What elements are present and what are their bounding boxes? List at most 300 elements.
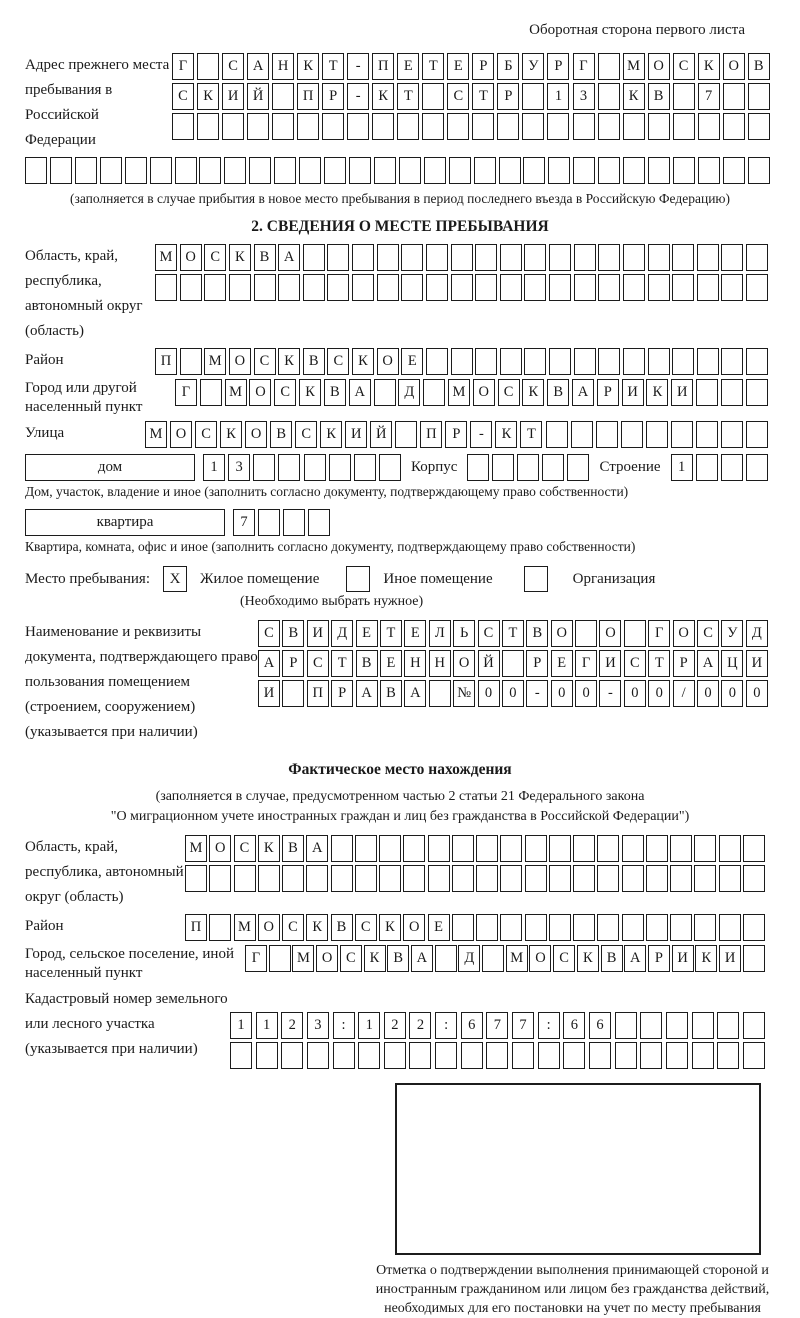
char-box[interactable] — [615, 1012, 637, 1039]
char-box[interactable] — [500, 348, 522, 375]
char-box[interactable] — [666, 1042, 688, 1069]
char-box[interactable]: М — [292, 945, 314, 972]
char-box[interactable]: 1 — [358, 1012, 380, 1039]
char-box[interactable]: : — [435, 1012, 457, 1039]
char-box[interactable]: С — [355, 914, 377, 941]
char-box[interactable] — [234, 865, 256, 892]
char-box[interactable]: В — [648, 83, 670, 110]
char-box[interactable] — [648, 113, 670, 140]
char-box[interactable] — [597, 835, 619, 862]
char-box[interactable] — [746, 379, 768, 406]
char-box[interactable] — [719, 835, 741, 862]
char-box[interactable] — [672, 244, 694, 271]
char-box[interactable] — [422, 83, 444, 110]
char-box[interactable]: Л — [429, 620, 451, 647]
char-box[interactable]: А — [278, 244, 300, 271]
char-box[interactable] — [549, 835, 571, 862]
char-box[interactable]: Й — [478, 650, 500, 677]
char-box[interactable]: С — [234, 835, 256, 862]
char-box[interactable] — [500, 865, 522, 892]
char-box[interactable] — [698, 157, 720, 184]
char-box[interactable]: М — [185, 835, 207, 862]
char-box[interactable] — [598, 83, 620, 110]
char-box[interactable] — [500, 835, 522, 862]
char-box[interactable]: В — [282, 835, 304, 862]
char-box[interactable] — [475, 348, 497, 375]
char-box[interactable]: С — [553, 945, 575, 972]
char-box[interactable] — [476, 835, 498, 862]
char-box[interactable]: К — [299, 379, 321, 406]
char-box[interactable] — [721, 274, 743, 301]
char-box[interactable] — [150, 157, 172, 184]
char-box[interactable] — [307, 1042, 329, 1069]
char-box[interactable] — [253, 454, 275, 481]
char-box[interactable]: - — [347, 53, 369, 80]
char-box[interactable]: 0 — [575, 680, 597, 707]
char-box[interactable]: Р — [322, 83, 344, 110]
char-box[interactable]: О — [403, 914, 425, 941]
char-box[interactable]: Г — [648, 620, 670, 647]
char-box[interactable]: С — [195, 421, 217, 448]
char-box[interactable]: Й — [247, 83, 269, 110]
char-box[interactable] — [574, 244, 596, 271]
char-box[interactable] — [426, 244, 448, 271]
char-box[interactable] — [670, 865, 692, 892]
char-box[interactable] — [746, 274, 768, 301]
char-box[interactable] — [403, 835, 425, 862]
char-box[interactable]: П — [372, 53, 394, 80]
char-box[interactable]: О — [170, 421, 192, 448]
char-box[interactable]: С — [254, 348, 276, 375]
char-box[interactable] — [297, 113, 319, 140]
char-box[interactable] — [673, 83, 695, 110]
char-box[interactable]: И — [307, 620, 329, 647]
char-box[interactable] — [672, 274, 694, 301]
char-box[interactable]: 0 — [746, 680, 768, 707]
char-box[interactable]: О — [249, 379, 271, 406]
char-box[interactable]: С — [274, 379, 296, 406]
char-box[interactable]: И — [746, 650, 768, 677]
char-box[interactable] — [428, 865, 450, 892]
char-box[interactable] — [254, 274, 276, 301]
char-box[interactable]: Й — [370, 421, 392, 448]
char-box[interactable] — [719, 914, 741, 941]
char-box[interactable] — [349, 157, 371, 184]
char-box[interactable]: 6 — [461, 1012, 483, 1039]
char-box[interactable] — [523, 157, 545, 184]
char-box[interactable]: П — [155, 348, 177, 375]
char-box[interactable]: Т — [502, 620, 524, 647]
char-box[interactable] — [546, 421, 568, 448]
char-box[interactable] — [670, 914, 692, 941]
char-box[interactable] — [497, 113, 519, 140]
char-box[interactable]: К — [372, 83, 394, 110]
char-box[interactable]: С — [340, 945, 362, 972]
char-box[interactable] — [403, 865, 425, 892]
char-box[interactable]: Е — [404, 620, 426, 647]
char-box[interactable] — [329, 454, 351, 481]
char-box[interactable]: А — [572, 379, 594, 406]
char-box[interactable] — [746, 348, 768, 375]
char-box[interactable] — [269, 945, 291, 972]
char-box[interactable]: 1 — [256, 1012, 278, 1039]
char-box[interactable] — [327, 274, 349, 301]
char-box[interactable] — [258, 865, 280, 892]
char-box[interactable]: В — [303, 348, 325, 375]
char-box[interactable] — [615, 1042, 637, 1069]
char-box[interactable] — [522, 83, 544, 110]
char-box[interactable]: Г — [575, 650, 597, 677]
char-box[interactable]: К — [364, 945, 386, 972]
char-box[interactable]: № — [453, 680, 475, 707]
char-box[interactable]: 1 — [203, 454, 225, 481]
char-box[interactable] — [25, 157, 47, 184]
char-box[interactable]: Д — [398, 379, 420, 406]
char-box[interactable]: - — [599, 680, 621, 707]
char-box[interactable] — [524, 244, 546, 271]
char-box[interactable] — [719, 865, 741, 892]
char-box[interactable]: Ц — [721, 650, 743, 677]
char-box[interactable]: К — [197, 83, 219, 110]
char-box[interactable] — [748, 113, 770, 140]
char-box[interactable]: Т — [322, 53, 344, 80]
char-box[interactable] — [598, 244, 620, 271]
char-box[interactable]: А — [349, 379, 371, 406]
char-box[interactable] — [272, 113, 294, 140]
char-box[interactable] — [549, 914, 571, 941]
char-box[interactable] — [303, 244, 325, 271]
char-box[interactable]: К — [278, 348, 300, 375]
char-box[interactable] — [622, 914, 644, 941]
char-box[interactable]: И — [345, 421, 367, 448]
char-box[interactable] — [452, 835, 474, 862]
char-box[interactable] — [475, 244, 497, 271]
char-box[interactable]: Е — [356, 620, 378, 647]
char-box[interactable] — [476, 865, 498, 892]
char-box[interactable]: 2 — [281, 1012, 303, 1039]
char-box[interactable]: С — [204, 244, 226, 271]
char-box[interactable]: А — [356, 680, 378, 707]
char-box[interactable]: С — [447, 83, 469, 110]
char-box[interactable] — [175, 157, 197, 184]
char-box[interactable] — [573, 113, 595, 140]
char-box[interactable]: Т — [422, 53, 444, 80]
char-box[interactable] — [623, 113, 645, 140]
char-box[interactable]: Р — [282, 650, 304, 677]
char-box[interactable]: О — [377, 348, 399, 375]
char-box[interactable]: С — [222, 53, 244, 80]
char-box[interactable] — [379, 835, 401, 862]
char-box[interactable]: О — [258, 914, 280, 941]
char-box[interactable] — [327, 244, 349, 271]
char-box[interactable]: Б — [497, 53, 519, 80]
char-box[interactable] — [549, 244, 571, 271]
char-box[interactable]: В — [324, 379, 346, 406]
char-box[interactable]: П — [185, 914, 207, 941]
char-box[interactable] — [624, 620, 646, 647]
char-box[interactable] — [673, 157, 695, 184]
char-box[interactable] — [721, 421, 743, 448]
char-box[interactable]: К — [646, 379, 668, 406]
char-box[interactable] — [666, 1012, 688, 1039]
char-box[interactable] — [204, 274, 226, 301]
char-box[interactable]: К — [577, 945, 599, 972]
char-box[interactable]: 1 — [547, 83, 569, 110]
char-box[interactable]: 3 — [573, 83, 595, 110]
char-box[interactable] — [622, 835, 644, 862]
char-box[interactable]: Т — [520, 421, 542, 448]
char-box[interactable] — [379, 454, 401, 481]
char-box[interactable] — [598, 274, 620, 301]
char-box[interactable] — [229, 274, 251, 301]
char-box[interactable]: В — [748, 53, 770, 80]
char-box[interactable] — [224, 157, 246, 184]
char-box[interactable] — [395, 421, 417, 448]
char-box[interactable]: Е — [380, 650, 402, 677]
char-box[interactable] — [597, 865, 619, 892]
char-box[interactable]: М — [145, 421, 167, 448]
char-box[interactable] — [721, 244, 743, 271]
char-box[interactable] — [247, 113, 269, 140]
char-box[interactable] — [422, 113, 444, 140]
char-box[interactable] — [748, 157, 770, 184]
char-box[interactable] — [743, 914, 765, 941]
char-box[interactable] — [623, 244, 645, 271]
char-box[interactable] — [743, 835, 765, 862]
char-box[interactable] — [698, 113, 720, 140]
char-box[interactable]: Г — [245, 945, 267, 972]
char-box[interactable] — [723, 157, 745, 184]
char-box[interactable]: Р — [497, 83, 519, 110]
char-box[interactable] — [717, 1012, 739, 1039]
char-box[interactable]: : — [333, 1012, 355, 1039]
char-box[interactable]: К — [698, 53, 720, 80]
char-box[interactable] — [347, 113, 369, 140]
char-box[interactable] — [696, 454, 718, 481]
char-box[interactable] — [746, 421, 768, 448]
char-box[interactable] — [694, 914, 716, 941]
char-box[interactable] — [424, 157, 446, 184]
char-box[interactable] — [573, 157, 595, 184]
char-box[interactable]: - — [526, 680, 548, 707]
char-box[interactable] — [197, 113, 219, 140]
char-box[interactable]: О — [551, 620, 573, 647]
char-box[interactable]: О — [648, 53, 670, 80]
char-box[interactable]: И — [671, 379, 693, 406]
char-box[interactable] — [426, 348, 448, 375]
char-box[interactable] — [50, 157, 72, 184]
char-box[interactable]: Т — [397, 83, 419, 110]
char-box[interactable] — [499, 157, 521, 184]
char-box[interactable] — [377, 244, 399, 271]
char-box[interactable]: Е — [397, 53, 419, 80]
char-box[interactable] — [598, 113, 620, 140]
char-box[interactable] — [492, 454, 514, 481]
char-box[interactable]: 0 — [478, 680, 500, 707]
char-box[interactable] — [452, 914, 474, 941]
char-box[interactable]: - — [470, 421, 492, 448]
char-box[interactable] — [278, 274, 300, 301]
char-box[interactable] — [673, 113, 695, 140]
char-box[interactable]: О — [599, 620, 621, 647]
char-box[interactable]: К — [695, 945, 717, 972]
char-box[interactable] — [358, 1042, 380, 1069]
char-box[interactable] — [283, 509, 305, 536]
char-box[interactable] — [486, 1042, 508, 1069]
char-box[interactable] — [522, 113, 544, 140]
char-box[interactable] — [100, 157, 122, 184]
char-box[interactable] — [525, 865, 547, 892]
char-box[interactable]: А — [697, 650, 719, 677]
char-box[interactable] — [596, 421, 618, 448]
char-box[interactable]: 0 — [697, 680, 719, 707]
char-box[interactable] — [435, 1042, 457, 1069]
char-box[interactable] — [435, 945, 457, 972]
char-box[interactable] — [200, 379, 222, 406]
char-box[interactable]: - — [347, 83, 369, 110]
char-box[interactable]: М — [234, 914, 256, 941]
char-box[interactable] — [401, 244, 423, 271]
char-box[interactable]: В — [331, 914, 353, 941]
char-box[interactable]: 0 — [648, 680, 670, 707]
char-box[interactable]: С — [307, 650, 329, 677]
char-box[interactable] — [646, 914, 668, 941]
stay-option-organization-checkbox[interactable] — [524, 566, 548, 592]
char-box[interactable] — [648, 157, 670, 184]
char-box[interactable] — [355, 865, 377, 892]
char-box[interactable] — [451, 348, 473, 375]
char-box[interactable]: А — [411, 945, 433, 972]
char-box[interactable]: 6 — [563, 1012, 585, 1039]
char-box[interactable]: И — [258, 680, 280, 707]
char-box[interactable]: В — [387, 945, 409, 972]
char-box[interactable]: Р — [673, 650, 695, 677]
char-box[interactable] — [304, 454, 326, 481]
char-box[interactable]: У — [721, 620, 743, 647]
char-box[interactable]: В — [380, 680, 402, 707]
char-box[interactable] — [598, 53, 620, 80]
char-box[interactable]: К — [623, 83, 645, 110]
char-box[interactable]: О — [723, 53, 745, 80]
char-box[interactable] — [384, 1042, 406, 1069]
char-box[interactable]: / — [673, 680, 695, 707]
char-box[interactable]: Н — [404, 650, 426, 677]
char-box[interactable] — [256, 1042, 278, 1069]
char-box[interactable]: Е — [551, 650, 573, 677]
char-box[interactable]: И — [222, 83, 244, 110]
char-box[interactable] — [598, 348, 620, 375]
char-box[interactable] — [372, 113, 394, 140]
char-box[interactable] — [352, 274, 374, 301]
char-box[interactable]: С — [258, 620, 280, 647]
char-box[interactable] — [278, 454, 300, 481]
char-box[interactable] — [670, 835, 692, 862]
char-box[interactable] — [748, 83, 770, 110]
char-box[interactable] — [331, 835, 353, 862]
char-box[interactable]: К — [229, 244, 251, 271]
char-box[interactable] — [447, 113, 469, 140]
char-box[interactable] — [646, 421, 668, 448]
char-box[interactable] — [331, 865, 353, 892]
char-box[interactable]: 2 — [384, 1012, 406, 1039]
char-box[interactable]: М — [204, 348, 226, 375]
char-box[interactable] — [272, 83, 294, 110]
char-box[interactable] — [500, 274, 522, 301]
char-box[interactable]: Г — [573, 53, 595, 80]
char-box[interactable] — [640, 1042, 662, 1069]
char-box[interactable]: Р — [445, 421, 467, 448]
char-box[interactable] — [648, 244, 670, 271]
char-box[interactable] — [571, 421, 593, 448]
char-box[interactable] — [721, 379, 743, 406]
char-box[interactable] — [589, 1042, 611, 1069]
char-box[interactable] — [746, 454, 768, 481]
char-box[interactable]: В — [356, 650, 378, 677]
char-box[interactable]: Д — [458, 945, 480, 972]
char-box[interactable]: А — [258, 650, 280, 677]
char-box[interactable]: Р — [547, 53, 569, 80]
char-box[interactable]: 0 — [502, 680, 524, 707]
char-box[interactable] — [623, 348, 645, 375]
char-box[interactable] — [355, 835, 377, 862]
char-box[interactable] — [723, 113, 745, 140]
char-box[interactable]: 0 — [624, 680, 646, 707]
char-box[interactable]: О — [180, 244, 202, 271]
char-box[interactable] — [303, 274, 325, 301]
char-box[interactable] — [377, 274, 399, 301]
char-box[interactable]: 7 — [486, 1012, 508, 1039]
char-box[interactable] — [525, 835, 547, 862]
char-box[interactable]: Г — [172, 53, 194, 80]
char-box[interactable] — [180, 274, 202, 301]
char-box[interactable] — [717, 1042, 739, 1069]
char-box[interactable] — [75, 157, 97, 184]
char-box[interactable]: Т — [472, 83, 494, 110]
char-box[interactable]: К — [306, 914, 328, 941]
char-box[interactable] — [352, 244, 374, 271]
char-box[interactable] — [696, 421, 718, 448]
char-box[interactable]: В — [526, 620, 548, 647]
char-box[interactable] — [172, 113, 194, 140]
char-box[interactable]: К — [522, 379, 544, 406]
char-box[interactable] — [197, 53, 219, 80]
char-box[interactable] — [574, 348, 596, 375]
char-box[interactable] — [694, 835, 716, 862]
char-box[interactable] — [598, 157, 620, 184]
char-box[interactable] — [648, 348, 670, 375]
char-box[interactable] — [517, 454, 539, 481]
char-box[interactable]: И — [672, 945, 694, 972]
char-box[interactable]: М — [623, 53, 645, 80]
char-box[interactable] — [697, 244, 719, 271]
char-box[interactable] — [623, 274, 645, 301]
char-box[interactable] — [524, 274, 546, 301]
char-box[interactable]: О — [453, 650, 475, 677]
char-box[interactable]: Р — [648, 945, 670, 972]
char-box[interactable] — [281, 1042, 303, 1069]
char-box[interactable] — [697, 274, 719, 301]
char-box[interactable] — [324, 157, 346, 184]
char-box[interactable] — [125, 157, 147, 184]
stay-option-residential-checkbox[interactable]: X — [163, 566, 187, 592]
char-box[interactable]: И — [599, 650, 621, 677]
char-box[interactable]: О — [473, 379, 495, 406]
char-box[interactable]: : — [538, 1012, 560, 1039]
char-box[interactable]: К — [320, 421, 342, 448]
char-box[interactable] — [500, 914, 522, 941]
char-box[interactable] — [542, 454, 564, 481]
char-box[interactable]: С — [478, 620, 500, 647]
